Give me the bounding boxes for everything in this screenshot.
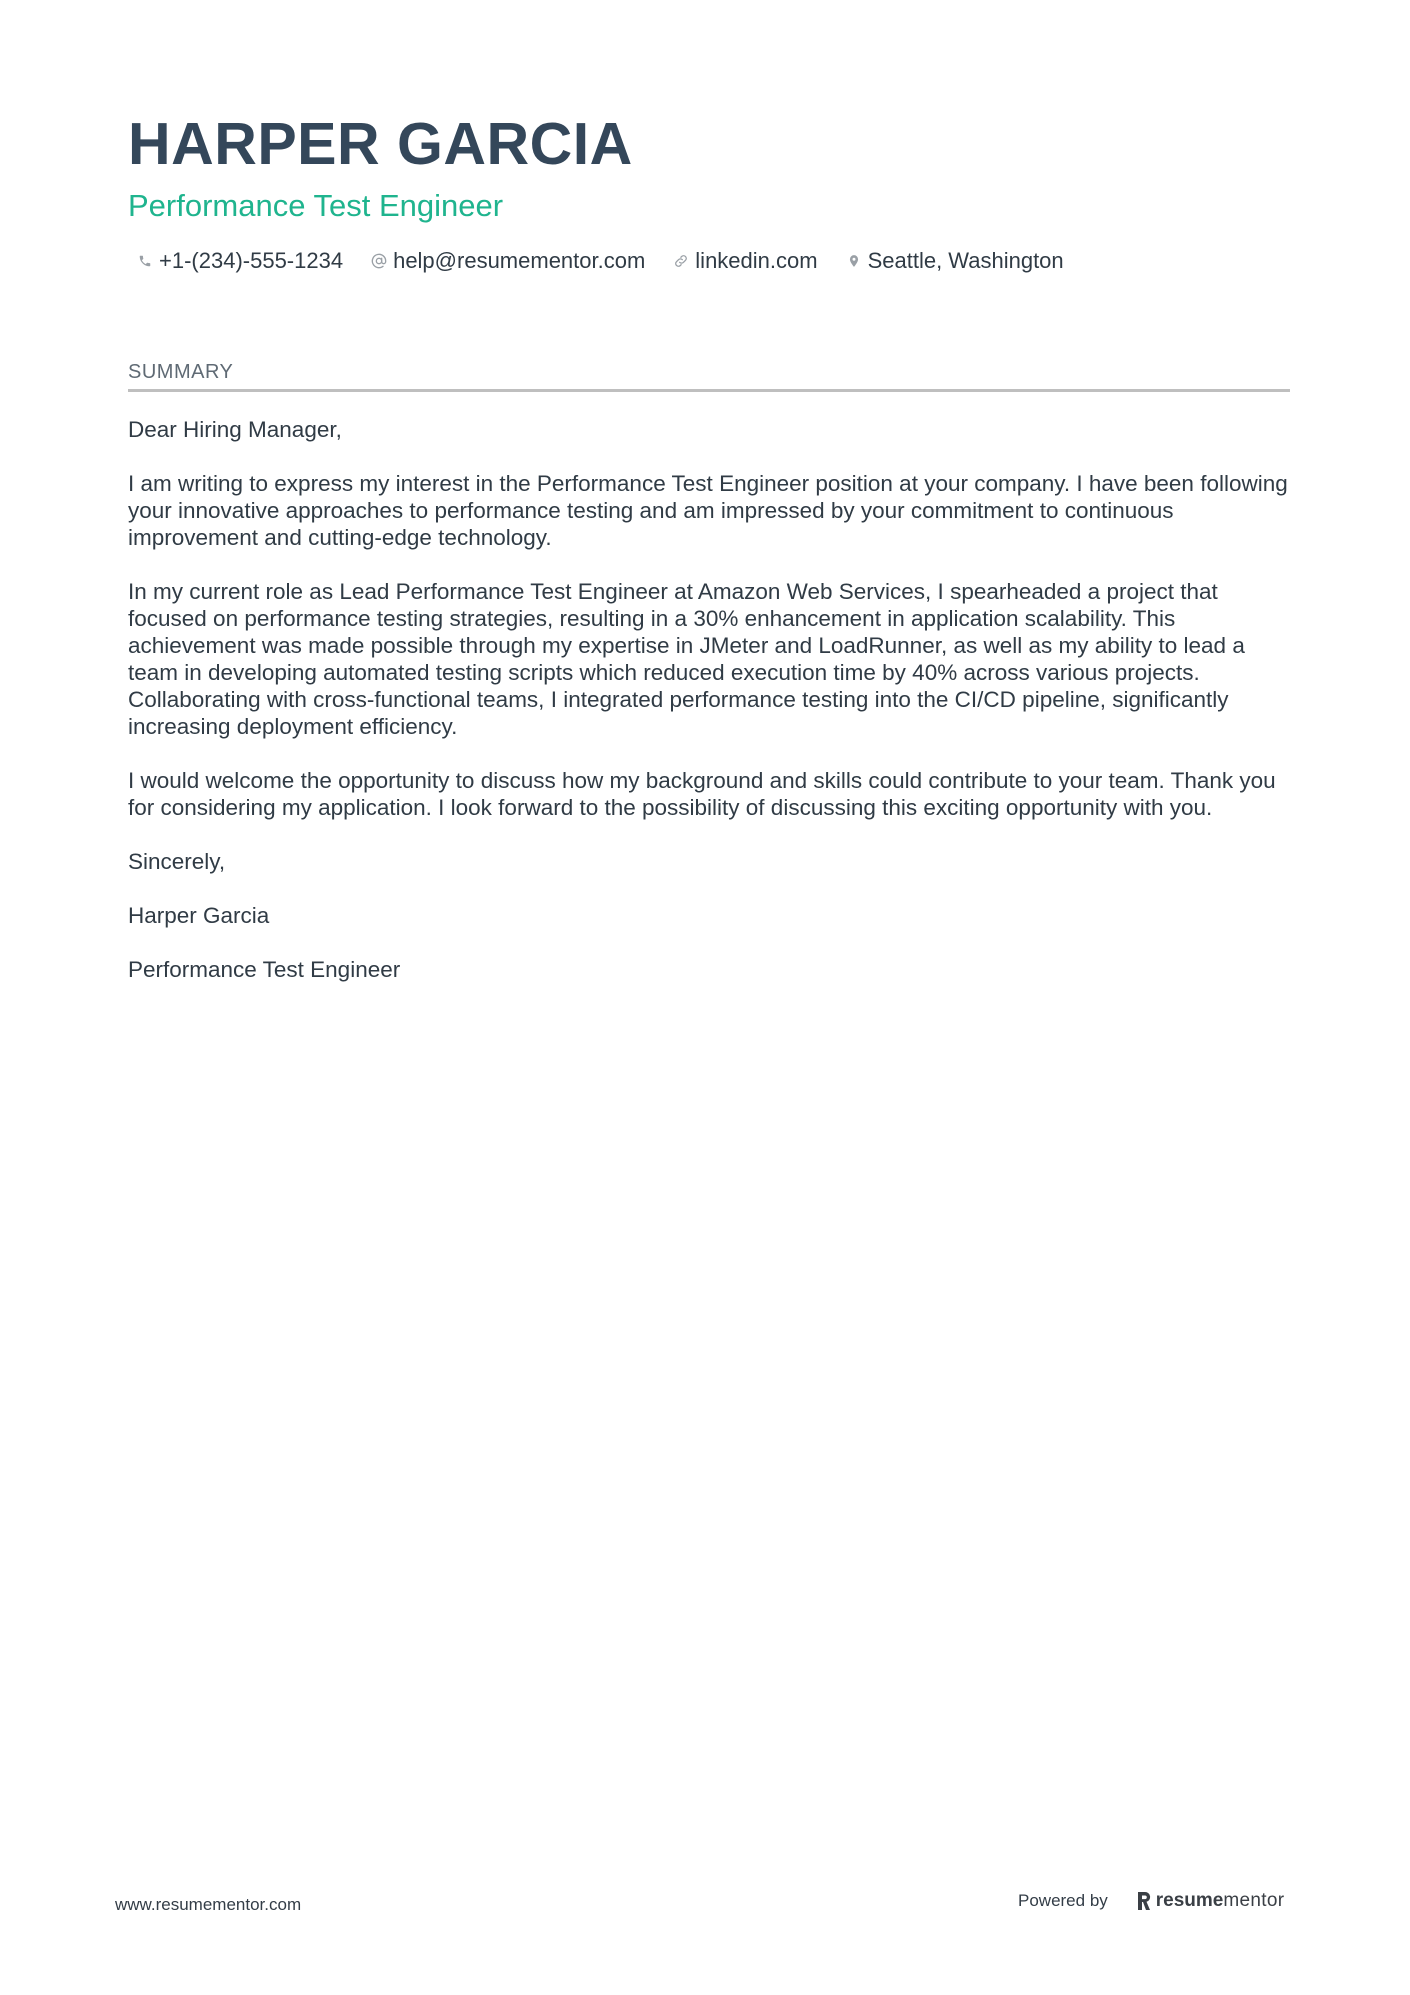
- email-link[interactable]: help@resumementor.com: [393, 248, 646, 273]
- summary-heading-label: SUMMARY: [128, 361, 234, 383]
- letter-body: [128, 416, 1296, 1010]
- letter-paragraph: In my current role as Lead Performance Test Engineer at Amazon Web Services, I spearheaded a project that focused on performance testing strategies, resulting in a 30% enhancement in application scalability. This achievement was made possible through my expertise in JMeter and LoadRunner, as well as my ability to lead a team in developing automated testing scripts which reduced execution time by 40% across various projects. Collaborating with cross-functional teams, I integrated performance testing into the CI/CD pipeline, significantly increasing deployment efficiency.: [128, 579, 1245, 739]
- signature-name: Harper Garcia: [128, 903, 270, 928]
- summary-section-heading: [128, 360, 1290, 392]
- contact-location: [845, 246, 1064, 276]
- brand-name-light: mentor: [1223, 1890, 1285, 1911]
- brand-name-bold: resume: [1155, 1890, 1224, 1911]
- phone-number: +1-(234)-555-1234: [159, 248, 344, 273]
- contact-website: [672, 246, 817, 276]
- location-text: Seattle, Washington: [867, 248, 1064, 273]
- letter-paragraph: I am writing to express my interest in the Performance Test Engineer position at your company. I have been following your innovative approaches to performance testing and am impressed by your commitment to continuous improvement and cutting-edge technology.: [128, 471, 1288, 550]
- footer-branding: [1018, 1890, 1284, 1912]
- brand-logo-link[interactable]: [1136, 1890, 1285, 1912]
- contact-email: [370, 246, 645, 276]
- link-icon: [672, 252, 690, 270]
- website-link[interactable]: linkedin.com: [695, 248, 818, 273]
- contact-bar: [136, 246, 1091, 276]
- footer-website[interactable]: www.resumementor.com: [115, 1895, 302, 1914]
- powered-by-label: Powered by: [1018, 1891, 1108, 1910]
- letter-paragraph: I would welcome the opportunity to discuss how my background and skills could contribute to your team. Thank you for considering my application. I look forward to the possibility of discussing this exciting opportunity with you.: [128, 768, 1276, 820]
- phone-icon: [136, 252, 154, 270]
- contact-phone: [136, 246, 343, 276]
- letter-greeting: Dear Hiring Manager,: [128, 417, 342, 442]
- applicant-name: HARPER GARCIA: [128, 111, 633, 177]
- resumementor-logo-icon: [1136, 1891, 1152, 1911]
- at-sign-icon: [370, 252, 388, 270]
- applicant-job-title: Performance Test Engineer: [128, 188, 504, 223]
- map-pin-icon: [845, 252, 863, 270]
- letter-closing: Sincerely,: [128, 849, 226, 874]
- signature-title: Performance Test Engineer: [128, 957, 401, 982]
